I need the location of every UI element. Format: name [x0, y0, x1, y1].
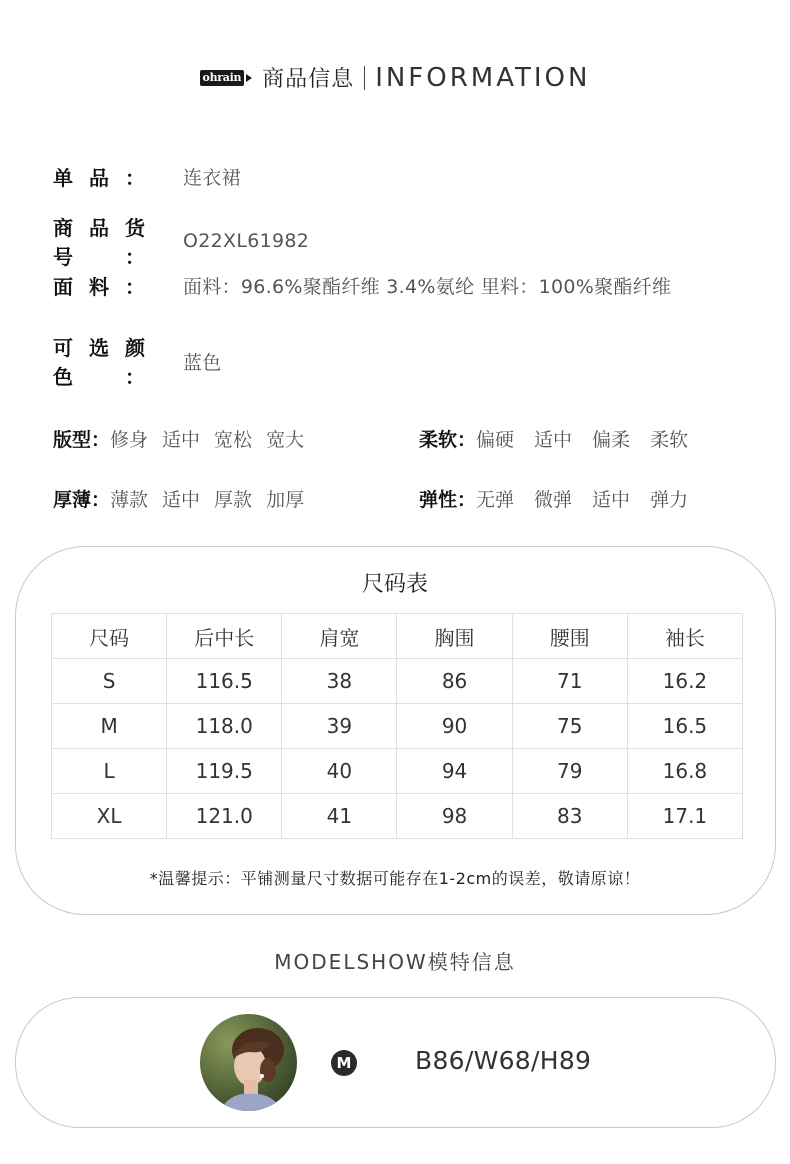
- size-table: [51, 613, 743, 839]
- info-value-color: 蓝色: [183, 351, 222, 374]
- table-cell: 16.5: [627, 704, 742, 749]
- info-value-sku: O22XL61982: [183, 230, 310, 252]
- table-cell: 75: [512, 704, 627, 749]
- attr-thickness-option-selected: 适中: [162, 485, 200, 512]
- model-photo-icon: [200, 1014, 297, 1111]
- attr-elasticity-option: 弹力: [650, 489, 689, 511]
- model-avatar: [200, 1014, 297, 1111]
- table-row: [52, 749, 743, 794]
- table-cell: 86: [397, 659, 512, 704]
- info-label-item: 单品：: [53, 166, 145, 190]
- info-label-color: 可选颜色：: [53, 336, 145, 389]
- info-value-item: 连衣裙: [183, 167, 241, 189]
- table-cell: 118.0: [167, 704, 282, 749]
- play-triangle-icon: [246, 74, 252, 82]
- table-cell: 38: [282, 659, 397, 704]
- model-info-card: [15, 997, 776, 1128]
- title-divider: [364, 66, 365, 90]
- table-header-cell: 袖长: [627, 614, 742, 659]
- attr-elasticity-option-selected: 适中: [592, 485, 630, 512]
- attr-fit-option: 宽大: [266, 429, 305, 451]
- table-row: [52, 794, 743, 839]
- table-cell: 40: [282, 749, 397, 794]
- attr-thickness-option: 加厚: [266, 489, 305, 511]
- attr-thickness-label: 厚薄：: [53, 489, 111, 511]
- table-cell: 16.2: [627, 659, 742, 704]
- info-value-fabric: 面料：96.6%聚酯纤维 3.4%氨纶 里料：100%聚酯纤维: [183, 276, 672, 298]
- model-section-title: MODELSHOW模特信息: [274, 950, 516, 974]
- attr-elasticity-option: 微弹: [534, 489, 573, 511]
- attr-elasticity-option: 无弹: [476, 489, 515, 511]
- info-row-sku: [53, 212, 309, 270]
- attr-fit-option: 修身: [110, 429, 149, 451]
- table-header-cell: 后中长: [167, 614, 282, 659]
- table-cell: 119.5: [167, 749, 282, 794]
- attr-thickness-option: 厚款: [214, 489, 253, 511]
- table-cell: 121.0: [167, 794, 282, 839]
- table-cell: 79: [512, 749, 627, 794]
- table-cell: L: [52, 749, 167, 794]
- model-measurements: B86/W68/H89: [415, 1046, 592, 1075]
- table-cell: 83: [512, 794, 627, 839]
- table-header-cell: 腰围: [512, 614, 627, 659]
- table-row: [52, 659, 743, 704]
- table-cell: 41: [282, 794, 397, 839]
- section-title-en: INFORMATION: [375, 62, 591, 93]
- table-cell: 116.5: [167, 659, 282, 704]
- info-row-color: [53, 332, 222, 390]
- table-cell: 16.8: [627, 749, 742, 794]
- attr-elasticity: [419, 485, 702, 512]
- table-header-row: [52, 614, 743, 659]
- attr-elasticity-label: 弹性：: [419, 489, 477, 511]
- measurement-tip: *温馨提示：平铺测量尺寸数据可能存在1-2cm的误差，敬请原谅！: [149, 869, 641, 888]
- brand-logo-text: ohrain: [200, 70, 245, 86]
- table-cell: 39: [282, 704, 397, 749]
- table-header-cell: 胸围: [397, 614, 512, 659]
- attr-fit-label: 版型：: [53, 429, 111, 451]
- table-cell: S: [52, 659, 167, 704]
- table-header-cell: 尺码: [52, 614, 167, 659]
- size-chart-title: 尺码表: [361, 572, 428, 597]
- table-cell: 94: [397, 749, 512, 794]
- info-label-fabric: 面料：: [53, 275, 145, 299]
- table-cell: M: [52, 704, 167, 749]
- attr-softness-option: 柔软: [650, 429, 689, 451]
- info-row-fabric: [53, 271, 671, 300]
- attr-softness-option: 偏硬: [476, 429, 515, 451]
- table-row: [52, 704, 743, 749]
- attr-fit-option-selected: 适中: [162, 425, 200, 452]
- attr-softness-label: 柔软：: [419, 429, 477, 451]
- info-label-sku: 商品货号：: [53, 216, 145, 269]
- page-header: [0, 62, 790, 96]
- table-cell: 98: [397, 794, 512, 839]
- attr-softness-option: 偏柔: [592, 429, 631, 451]
- attr-fit-option: 宽松: [214, 429, 253, 451]
- table-header-cell: 肩宽: [282, 614, 397, 659]
- attr-fit: [53, 425, 318, 452]
- table-cell: 71: [512, 659, 627, 704]
- attr-softness: [419, 425, 702, 452]
- section-title-cn: 商品信息: [262, 67, 355, 92]
- attr-softness-option-selected: 适中: [534, 425, 572, 452]
- table-cell: 90: [397, 704, 512, 749]
- model-size-badge: M: [331, 1050, 357, 1076]
- attr-thickness-option: 薄款: [110, 489, 149, 511]
- table-cell: 17.1: [627, 794, 742, 839]
- attr-thickness: [53, 485, 318, 512]
- table-cell: XL: [52, 794, 167, 839]
- info-row-item: [53, 162, 241, 191]
- brand-logo: [200, 70, 253, 86]
